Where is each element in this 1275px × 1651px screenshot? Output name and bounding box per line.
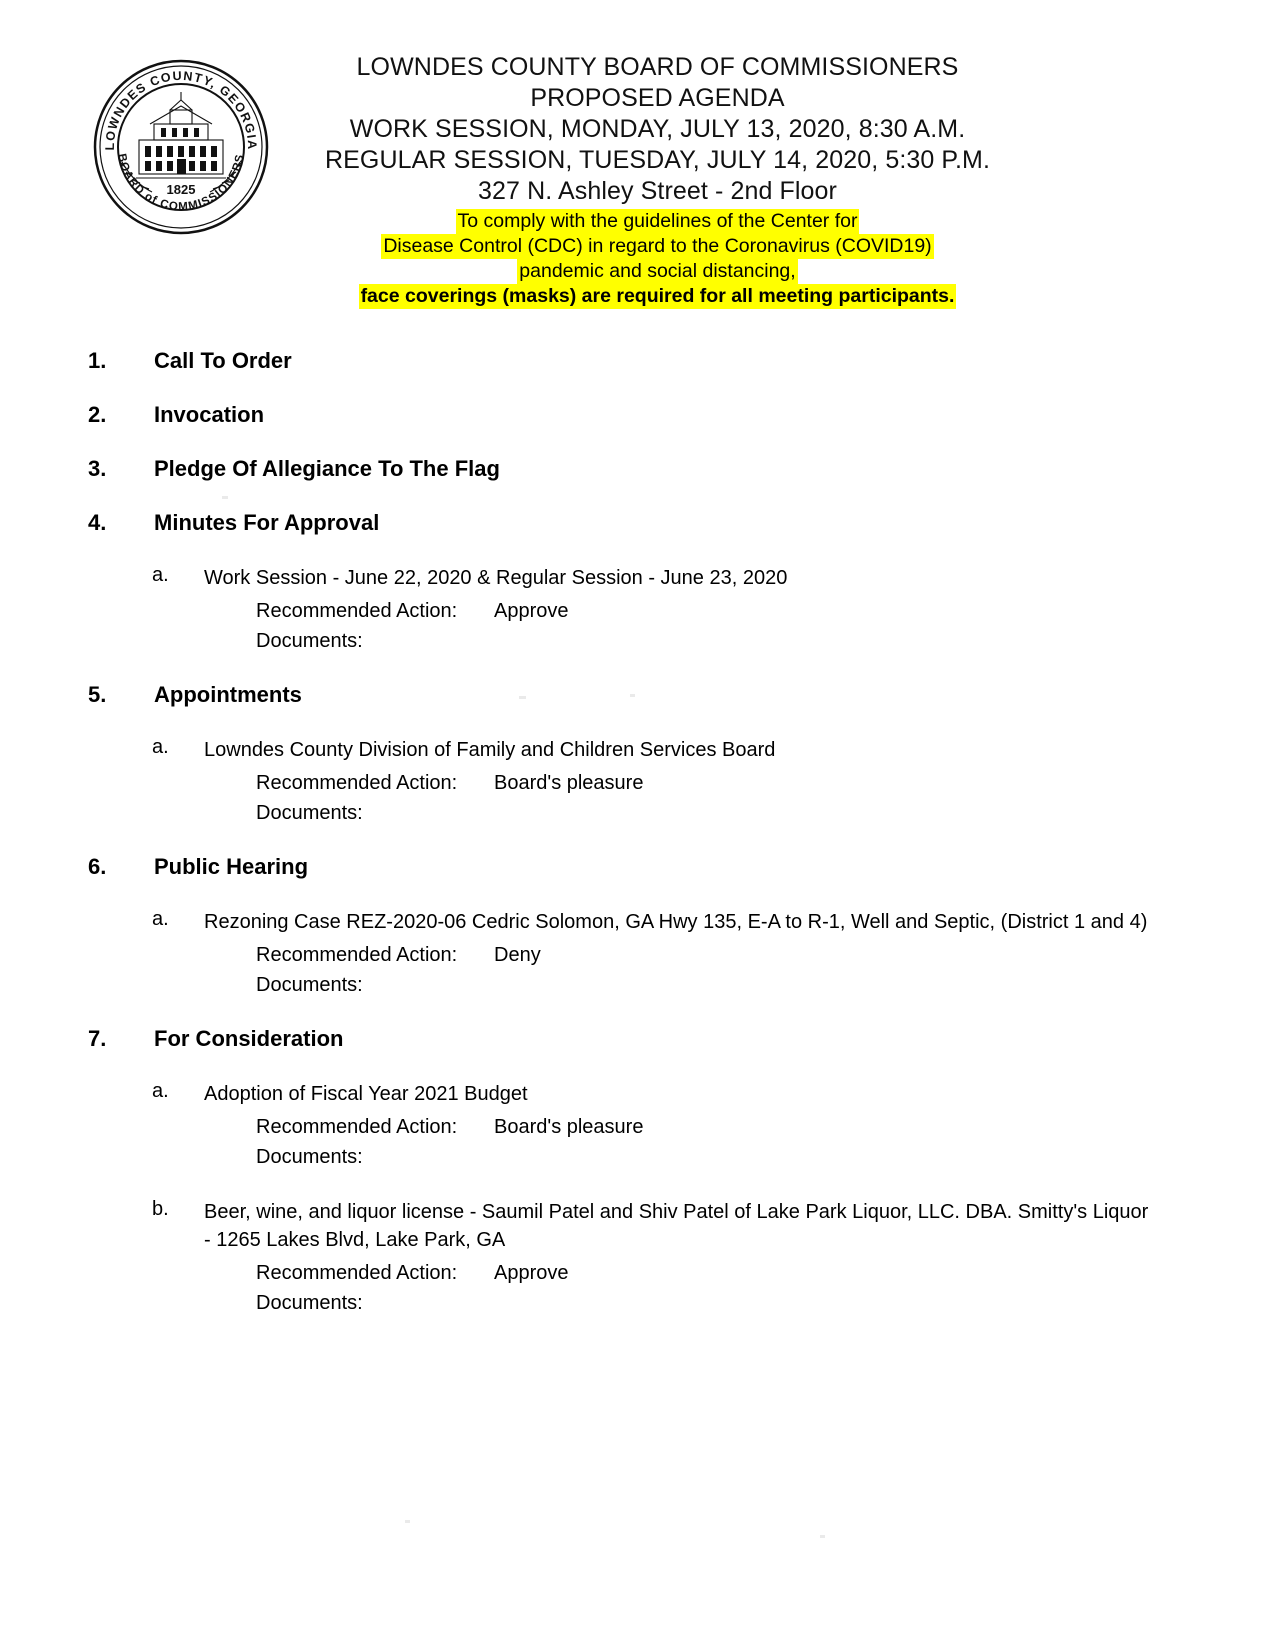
agenda-item-number: 2.: [88, 402, 107, 427]
agenda-subitem-letter: b.: [152, 1198, 169, 1220]
agenda-subitem-text: Adoption of Fiscal Year 2021 Budget: [204, 1083, 528, 1105]
documents-label: Documents:: [256, 1292, 363, 1314]
agenda-item: [0, 456, 1275, 482]
recommended-action-label: Recommended Action:: [256, 944, 458, 966]
covid-notice-line-1: To comply with the guidelines of the Center for: [457, 210, 858, 232]
recommended-action-label: Recommended Action:: [256, 1116, 458, 1138]
agenda-item-number: 7.: [88, 1026, 107, 1051]
documents-label: Documents:: [256, 1146, 363, 1168]
agenda-subitem: [0, 736, 1275, 828]
documents-row: [204, 1142, 1155, 1172]
agenda-item: [0, 1026, 1275, 1318]
agenda-item-heading: [0, 402, 1275, 428]
documents-row: [204, 798, 1155, 828]
agenda-item-title: Pledge Of Allegiance To The Flag: [154, 456, 500, 481]
scan-artifact: [222, 496, 228, 499]
svg-text:1825: 1825: [166, 182, 196, 197]
agenda-subitem-letter: a.: [152, 736, 169, 758]
agenda-subitem: [0, 564, 1275, 656]
agenda-item-title: Appointments: [154, 682, 302, 707]
documents-label: Documents:: [256, 974, 363, 996]
svg-text:BOARD of COMMISSIONERS: BOARD of COMMISSIONERS: [115, 152, 247, 214]
documents-row: [204, 1288, 1155, 1318]
header-line-4: REGULAR SESSION, TUESDAY, JULY 14, 2020, 5:30 P.M.: [324, 146, 991, 174]
agenda-item-number: 1.: [88, 348, 107, 373]
documents-label: Documents:: [256, 802, 363, 824]
agenda-item-heading: [0, 510, 1275, 536]
agenda-item-number: 6.: [88, 854, 107, 879]
agenda-item: [0, 854, 1275, 1000]
recommended-action-label: Recommended Action:: [256, 600, 458, 622]
header-line-1: LOWNDES COUNTY BOARD OF COMMISSIONERS: [356, 53, 959, 81]
documents-row: [204, 970, 1155, 1000]
recommended-action-value: Approve: [494, 600, 569, 622]
agenda-subitem-text: Work Session - June 22, 2020 & Regular Session - June 23, 2020: [204, 567, 788, 589]
agenda-item-title: Call To Order: [154, 348, 292, 373]
header-line-2: PROPOSED AGENDA: [530, 84, 785, 112]
recommended-action-value: Approve: [494, 1262, 569, 1284]
agenda-item-number: 3.: [88, 456, 107, 481]
recommended-action-label: Recommended Action:: [256, 772, 458, 794]
agenda-item-title: Invocation: [154, 402, 265, 427]
covid-notice-line-3: pandemic and social distancing,: [519, 260, 796, 282]
recommended-action-row: [204, 596, 1155, 626]
recommended-action-value: Board's pleasure: [494, 1116, 644, 1138]
agenda-item-heading: [0, 854, 1275, 880]
documents-label: Documents:: [256, 630, 363, 652]
scan-artifact: [405, 1520, 410, 1523]
recommended-action-value: Board's pleasure: [494, 772, 644, 794]
county-seal-icon: [92, 58, 270, 236]
recommended-action-row: [204, 940, 1155, 970]
agenda-subitem-letter: a.: [152, 908, 169, 930]
document-header: [0, 0, 1275, 307]
covid-notice-line-2: Disease Control (CDC) in regard to the Coronavirus (COVID19): [383, 235, 932, 257]
covid-notice-line-4: face coverings (masks) are required for all meeting participants.: [360, 285, 955, 307]
agenda-item-title: For Consideration: [154, 1026, 344, 1051]
agenda-subitem-text: Lowndes County Division of Family and Children Services Board: [204, 739, 776, 761]
agenda-subitem-text: Rezoning Case REZ-2020-06 Cedric Solomon, GA Hwy 135, E-A to R-1, Well and Septic, (District 1 and 4): [204, 911, 1148, 933]
agenda-subitem: [0, 1080, 1275, 1172]
recommended-action-label: Recommended Action:: [256, 1262, 458, 1284]
scan-artifact: [820, 1535, 825, 1538]
agenda-subitem: [0, 908, 1275, 1000]
recommended-action-row: [204, 1258, 1155, 1288]
agenda-subitem-letter: a.: [152, 564, 169, 586]
agenda-item: [0, 510, 1275, 656]
agenda-item-heading: [0, 456, 1275, 482]
agenda-item-title: Public Hearing: [154, 854, 309, 879]
svg-text:LOWNDES COUNTY, GEORGIA: LOWNDES COUNTY, GEORGIA: [102, 68, 260, 151]
recommended-action-row: [204, 1112, 1155, 1142]
agenda-item-title: Minutes For Approval: [154, 510, 380, 535]
header-line-3: WORK SESSION, MONDAY, JULY 13, 2020, 8:30 A.M.: [349, 115, 966, 143]
agenda-item-heading: [0, 682, 1275, 708]
agenda-item: [0, 402, 1275, 428]
agenda-item-heading: [0, 348, 1275, 374]
agenda-subitem: [0, 1198, 1275, 1318]
agenda-item-heading: [0, 1026, 1275, 1052]
agenda-item-number: 4.: [88, 510, 107, 535]
agenda-item-number: 5.: [88, 682, 107, 707]
agenda-items: [0, 348, 1275, 1318]
agenda-subitem-text: Beer, wine, and liquor license - Saumil Patel and Shiv Patel of Lake Park Liquor, LLC. DBA. Smitty's Liquor - 1265 Lakes Blvd, Lake Park, GA: [204, 1201, 1149, 1251]
agenda-subitem-letter: a.: [152, 1080, 169, 1102]
agenda-item: [0, 682, 1275, 828]
recommended-action-value: Deny: [494, 944, 541, 966]
recommended-action-row: [204, 768, 1155, 798]
agenda-item: [0, 348, 1275, 374]
header-line-address: 327 N. Ashley Street - 2nd Floor: [478, 177, 837, 205]
documents-row: [204, 626, 1155, 656]
